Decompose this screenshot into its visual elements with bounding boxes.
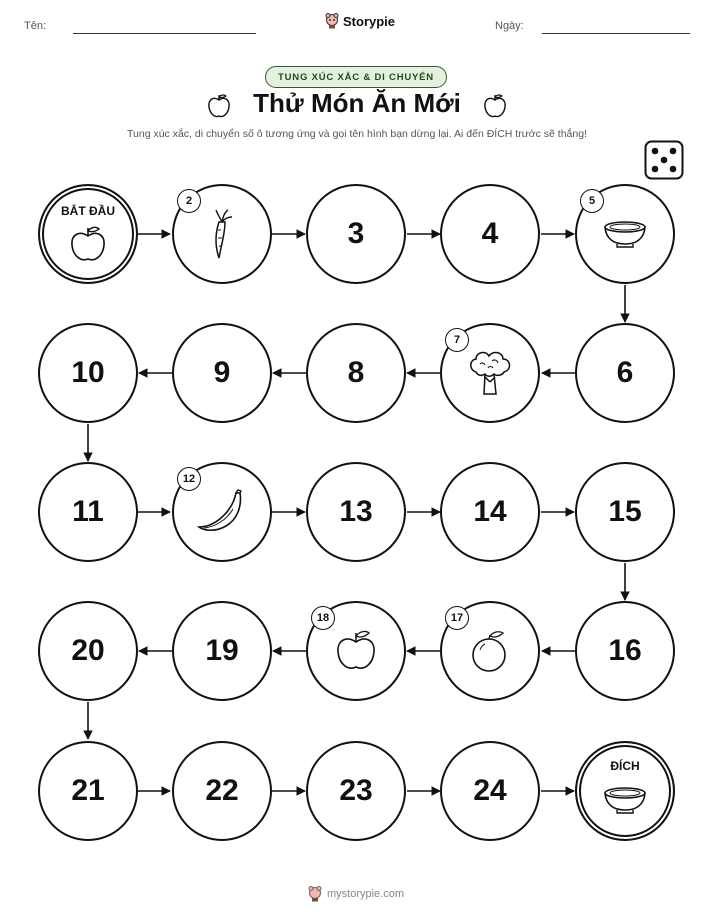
space-number-badge: 18	[311, 606, 335, 630]
finish-space[interactable]	[575, 741, 675, 841]
space-number: 13	[339, 495, 373, 528]
space-24[interactable]	[440, 741, 540, 841]
space-3[interactable]	[306, 184, 406, 284]
space-number: 8	[347, 356, 365, 389]
space-9[interactable]	[172, 323, 272, 423]
carrot-icon	[207, 208, 237, 260]
space-14[interactable]	[440, 462, 540, 562]
space-number: 15	[608, 495, 642, 528]
storypie-mascot-icon	[308, 886, 322, 902]
space-number: 3	[347, 217, 365, 250]
orange-icon	[468, 628, 512, 674]
instructions: Tung xúc xắc, di chuyển số ô tương ứng và gọi tên hình bạn dừng lại. Ai đến ĐÍCH trước sẽ thắng!	[126, 128, 587, 140]
footer-url: mystorypie.com	[327, 888, 405, 900]
space-number-badge: 7	[445, 328, 469, 352]
apple-icon	[334, 627, 378, 675]
broccoli-icon	[466, 348, 514, 398]
space-number: 19	[205, 634, 239, 667]
start-label: BẮT ĐẦU	[61, 204, 115, 218]
space-number: 22	[205, 774, 239, 807]
space-number: 4	[481, 217, 499, 250]
space-number-badge: 12	[177, 467, 201, 491]
space-number: 10	[71, 356, 105, 389]
space-8[interactable]	[306, 323, 406, 423]
apple-icon	[68, 223, 108, 265]
space-number: 11	[72, 495, 104, 528]
banana-icon	[196, 489, 248, 535]
space-number: 23	[339, 774, 373, 807]
start-space[interactable]	[38, 184, 138, 284]
name-label: Tên:	[24, 20, 47, 32]
space-number: 21	[71, 774, 105, 807]
space-20[interactable]	[38, 601, 138, 701]
space-number-badge: 5	[580, 189, 604, 213]
space-4[interactable]	[440, 184, 540, 284]
space-number: 6	[616, 356, 634, 389]
space-22[interactable]	[172, 741, 272, 841]
space-21[interactable]	[38, 741, 138, 841]
bowl-icon	[602, 219, 648, 249]
space-11[interactable]	[38, 462, 138, 562]
space-15[interactable]	[575, 462, 675, 562]
space-number: 20	[71, 634, 105, 667]
space-number-badge: 17	[445, 606, 469, 630]
brand-name: Storypie	[343, 13, 396, 29]
space-19[interactable]	[172, 601, 272, 701]
bowl-icon	[602, 785, 648, 815]
space-23[interactable]	[306, 741, 406, 841]
space-number-badge: 2	[177, 189, 201, 213]
date-label: Ngày:	[495, 20, 524, 32]
space-number: 24	[473, 774, 507, 807]
space-10[interactable]	[38, 323, 138, 423]
space-number: 14	[473, 495, 507, 528]
activity-pill: TUNG XÚC XẮC & DI CHUYỂN	[265, 66, 447, 88]
footer	[308, 886, 404, 902]
space-number: 9	[213, 356, 231, 389]
space-13[interactable]	[306, 462, 406, 562]
page-title: Thử Món Ăn Mới	[253, 88, 461, 118]
space-16[interactable]	[575, 601, 675, 701]
finish-label: ĐÍCH	[610, 759, 640, 773]
space-6[interactable]	[575, 323, 675, 423]
space-number: 16	[608, 634, 642, 667]
